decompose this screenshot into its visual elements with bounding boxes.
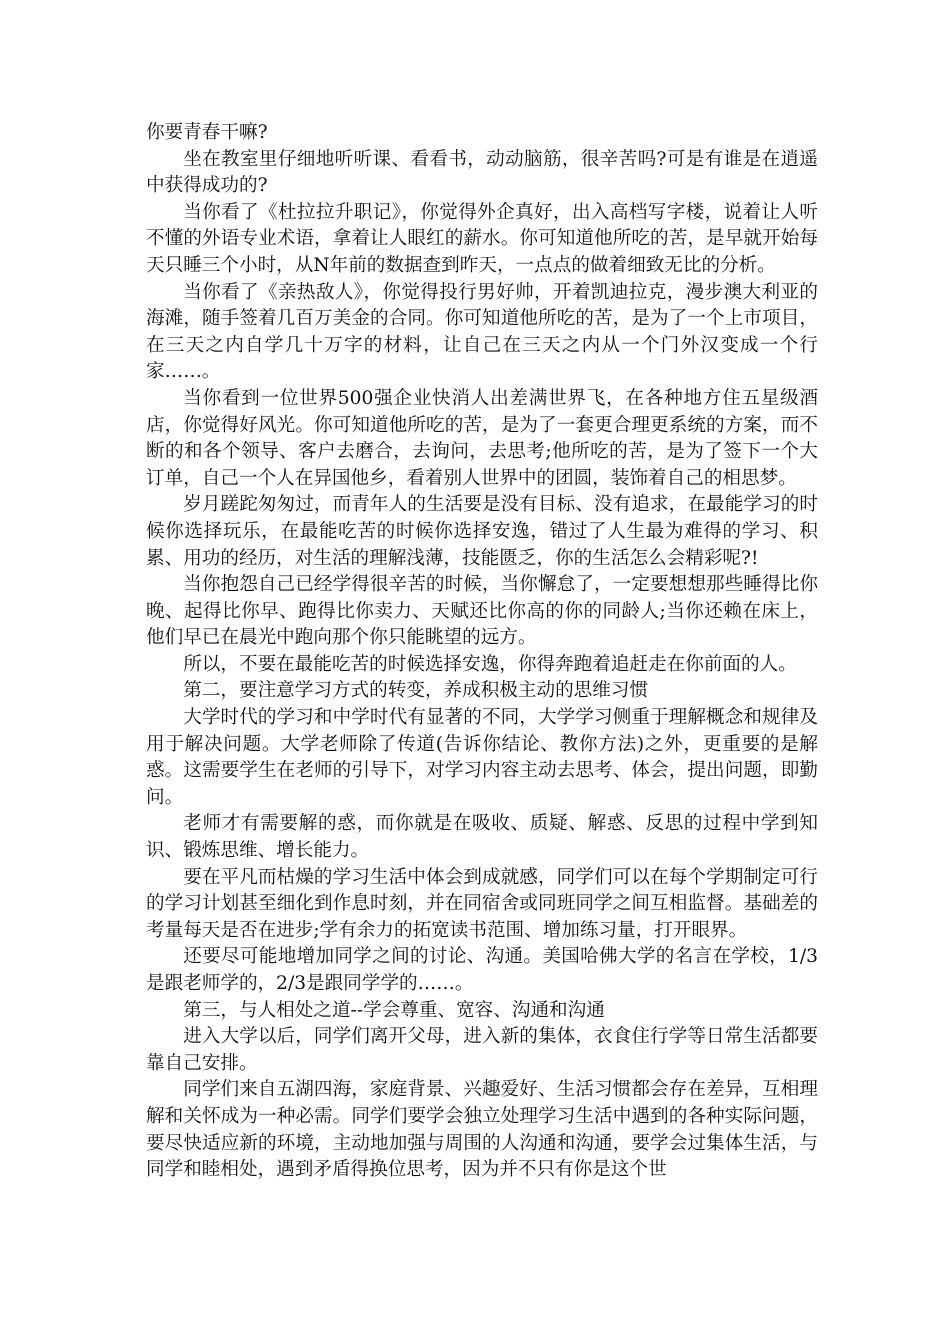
paragraph-opening-question: 你要青春干嘛? [146, 122, 268, 143]
paragraph: 大学时代的学习和中学时代有显著的不同，大学学习侧重于理解概念和规律及用于解决问题。大学老师除了传道(告诉你结论、教你方法)之外，更重要的是解惑。这需要学生在老师的引导下，对学习内容主动去思考、体会，提出问题，即勤问。 [146, 707, 818, 808]
paragraph: 当你看了《亲热敌人》，你觉得投行男好帅，开着凯迪拉克，漫步澳大利亚的海滩，随手签着几百万美金的合同。你可知道他所吃的苦，是为了一个上市项目，在三天之内自学几十万字的材料，让自己在三天之内从一个门外汉变成一个行家……。 [146, 281, 818, 383]
paragraph: 要在平凡而枯燥的学习生活中体会到成就感，同学们可以在每个学期制定可行的学习计划甚至细化到作息时刻，并在同宿舍或同班同学之间互相监督。基础差的考量每天是否在进步;学有余力的拓宽读书范围、增加练习量，打开眼界。 [146, 866, 818, 941]
paragraph: 所以，不要在最能吃苦的时候选择安逸，你得奔跑着追赶走在你前面的人。 [183, 653, 797, 675]
paragraph: 当你看到一位世界500强企业快消人出差满世界飞，在各种地方住五星级酒店，你觉得好风光。你可知道他所吃的苦，是为了一套更合理更系统的方案，而不断的和各个领导、客户去磨合，去询问，去思考;他所吃的苦，是为了签下一个大订单，自己一个人在异国他乡，看着别人世界中的团圆，装饰着自己的相思梦。 [146, 387, 818, 489]
document-page [146, 120, 818, 1184]
paragraph: 老师才有需要解的惑，而你就是在吸收、质疑、解惑、反思的过程中学到知识、锻炼思维、增长能力。 [146, 813, 818, 862]
paragraph: 岁月蹉跎匆匆过，而青年人的生活要是没有目标、没有追求，在最能学习的时候你选择玩乐，在最能吃苦的时候你选择安逸，错过了人生最为难得的学习、积累、用功的经历，对生活的理解浅薄，技能匮乏，你的生活怎么会精彩呢?! [146, 494, 818, 569]
paragraph: 坐在教室里仔细地听听课、看看书，动动脑筋，很辛苦吗?可是有谁是在逍遥中获得成功的? [146, 148, 818, 197]
section-heading-second: 第二，要注意学习方式的转变，养成积极主动的思维习惯 [183, 680, 649, 702]
paragraph: 进入大学以后，同学们离开父母，进入新的集体，衣食住行学等日常生活都要靠自己安排。 [146, 1026, 818, 1074]
paragraph: 还要尽可能地增加同学之间的讨论、沟通。美国哈佛大学的名言在学校，1/3是跟老师学的，2/3是跟同学学的……。 [146, 946, 818, 994]
paragraph: 当你抱怨自己已经学得很辛苦的时候，当你懈怠了，一定要想想那些睡得比你晚、起得比你早、跑得比你卖力、天赋还比你高的你的同龄人;当你还赖在床上，他们早已在晨光中跑向那个你只能眺望的远方。 [146, 574, 818, 649]
paragraph: 当你看了《杜拉拉升职记》，你觉得外企真好，出入高档写字楼，说着让人听不懂的外语专业术语，拿着让人眼红的薪水。你可知道他所吃的苦，是早就开始每天只睡三个小时，从N年前的数据查到昨天，一点点的做着细致无比的分析。 [146, 201, 818, 276]
section-heading-third: 第三，与人相处之道--学会尊重、宽容、沟通和沟通 [183, 999, 605, 1021]
paragraph: 同学们来自五湖四海，家庭背景、兴趣爱好、生活习惯都会存在差异，互相理解和关怀成为一种必需。同学们要学会独立处理学习生活中遇到的各种实际问题，要尽快适应新的环境，主动地加强与周围的人沟通和沟通，要学会过集体生活，与同学和睦相处，遇到矛盾得换位思考，因为并不只有你是这个世 [146, 1079, 818, 1181]
